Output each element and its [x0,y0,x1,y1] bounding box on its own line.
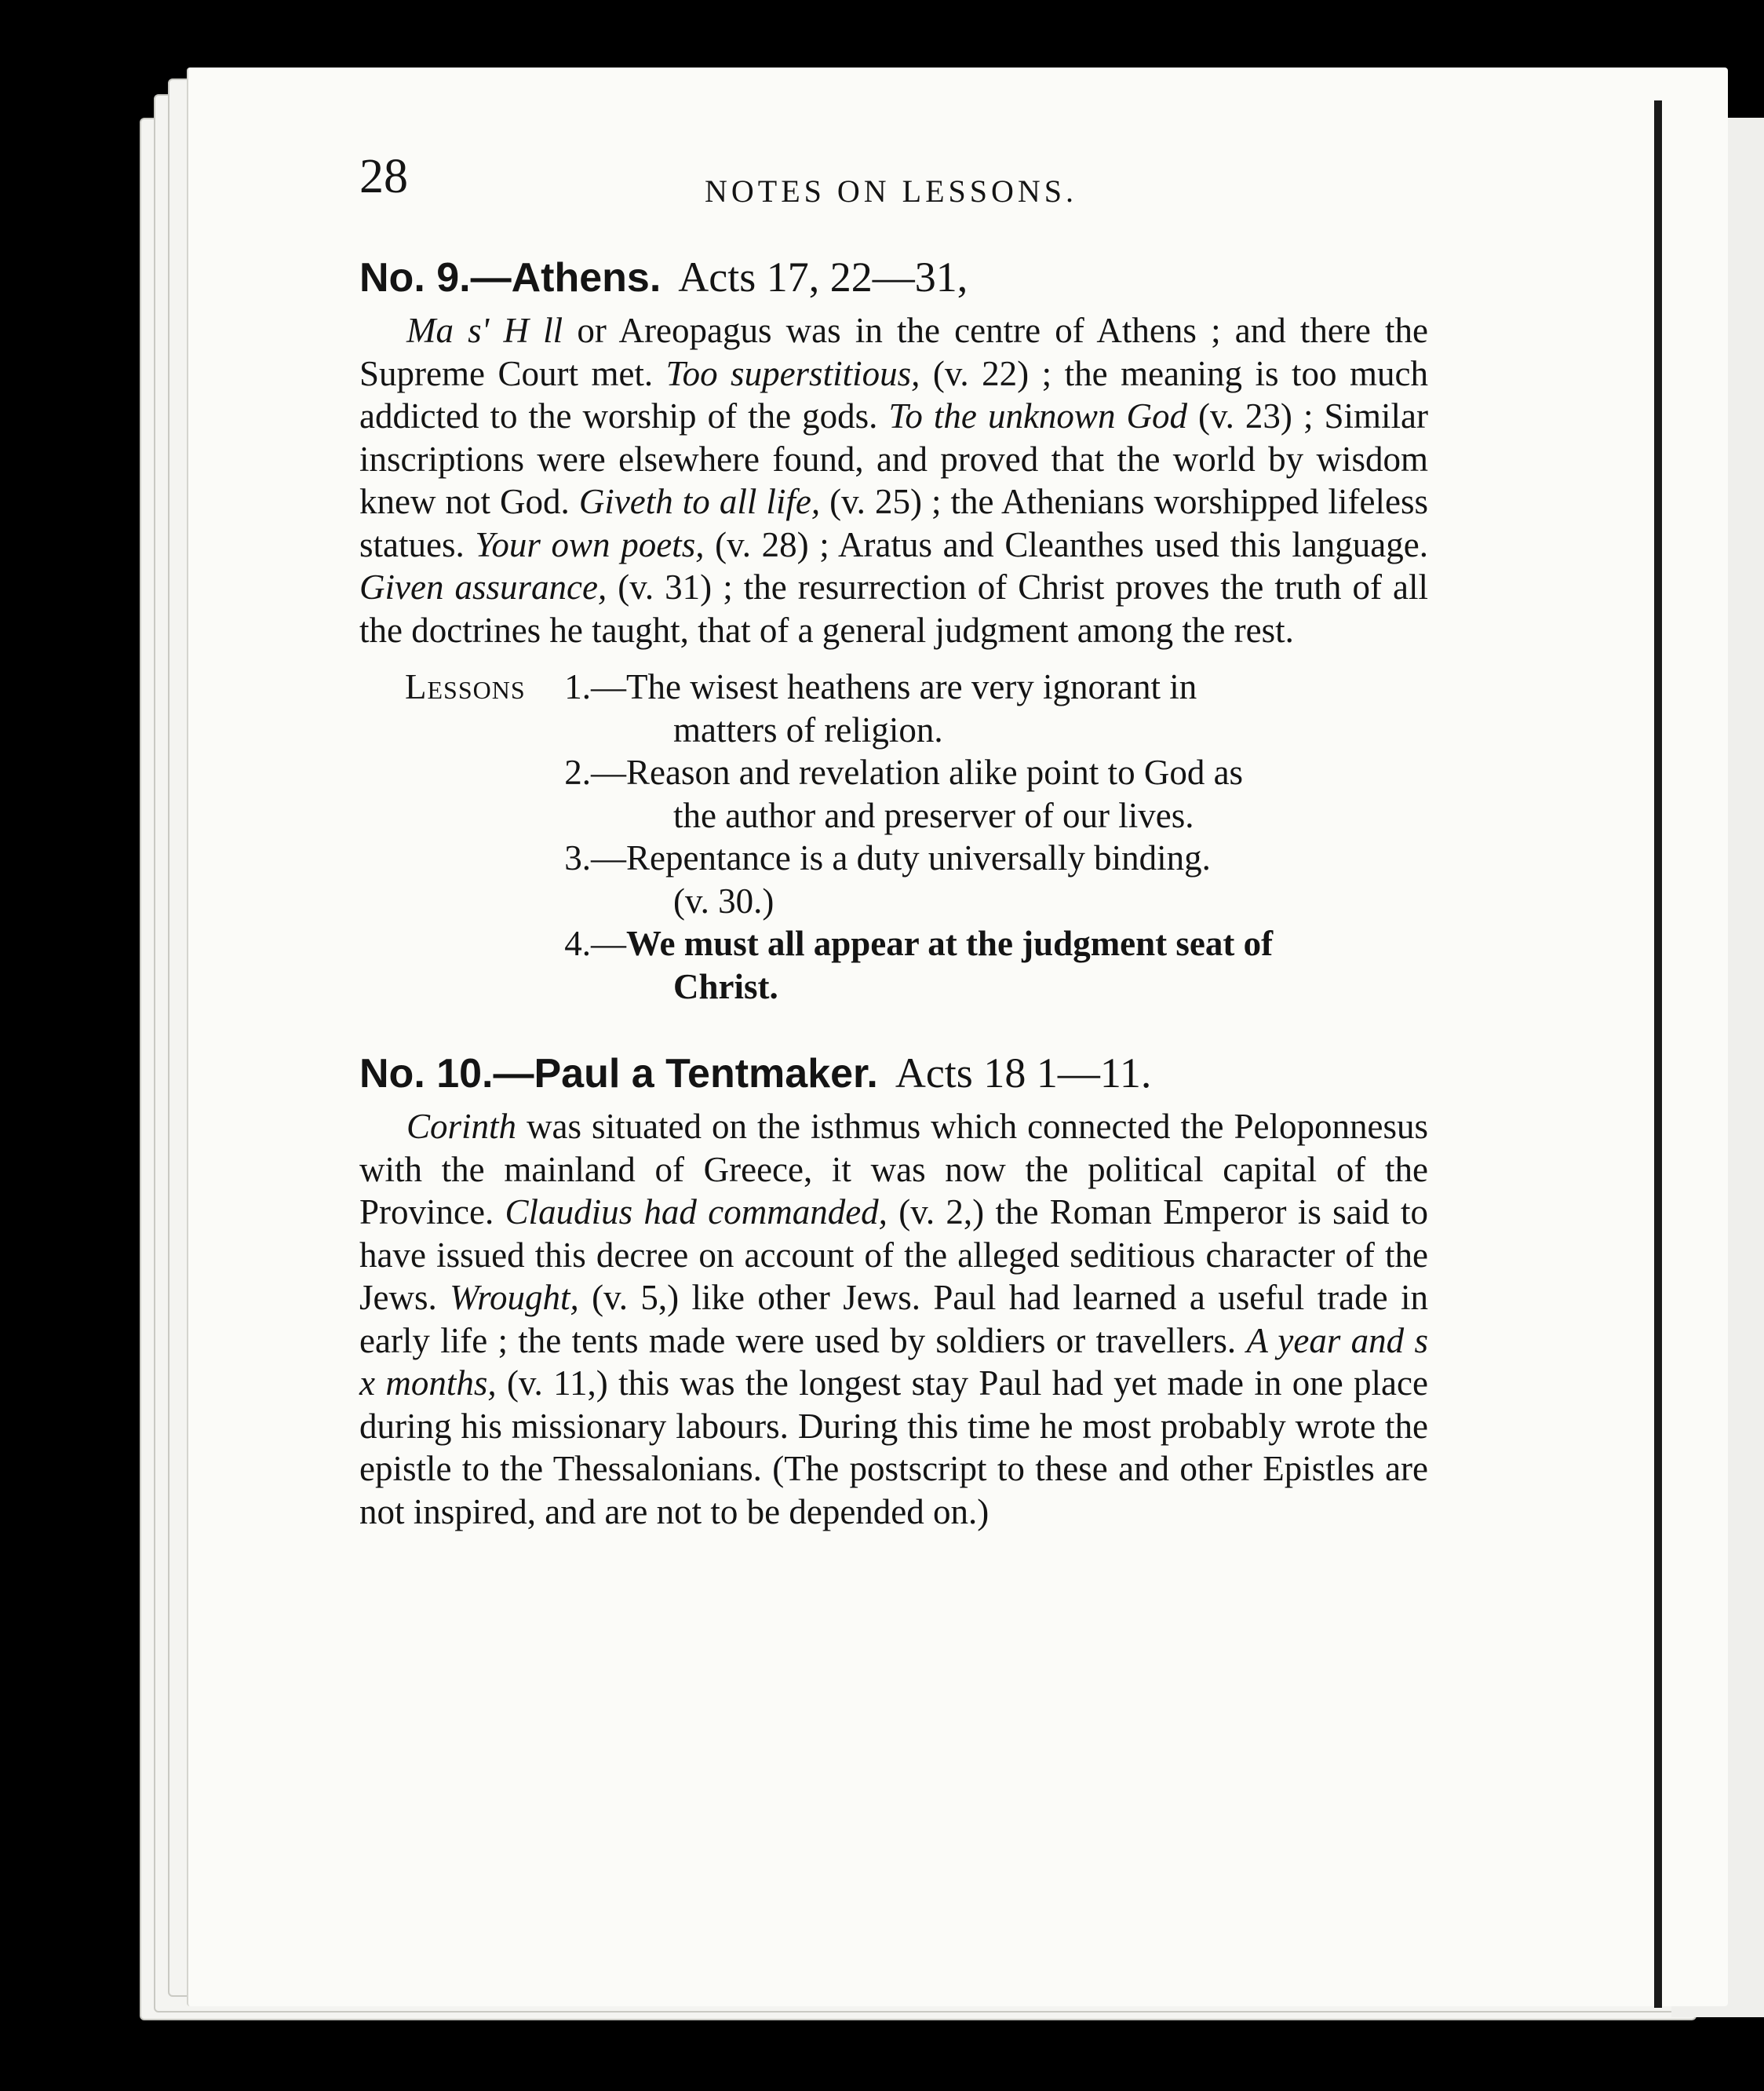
running-title: NOTES ON LESSONS. [705,173,1078,209]
italic-phrase: Too superstitious, [665,353,920,393]
lesson-item-first-line: Repentance is a duty universally binding. [626,838,1211,878]
lesson-item-number: 1.— [564,667,626,706]
lesson-item-text [626,837,1428,922]
italic-phrase: Wrought, [450,1278,579,1317]
lesson-10-heading [359,1049,1428,1097]
lesson-item-text [626,751,1428,837]
lesson-10-reference: Acts 18 1—11. [895,1049,1152,1097]
lesson-item-continuation: Christ. [673,966,778,1006]
italic-phrase: Ma s' H ll [406,311,563,350]
lesson-item-text [626,666,1428,751]
lesson-item-text [626,922,1428,1008]
text-run: (v. 23) ; Similar inscriptions were elsewhere found, and proved that the world by wisdom knew not God. [359,396,1429,521]
italic-phrase: Your own poets, [475,524,705,564]
italic-phrase: Given assurance, [359,567,607,607]
lesson-item [359,751,1428,837]
lesson-item [359,922,1428,1008]
page-number: 28 [359,150,408,203]
text-run: was situated on the isthmus which connected the Peloponnesus with the mainland of Greece, it was now the political capital of the Province. [359,1107,1428,1232]
text-run: (v. 2,) the Roman Emperor is said to have issued this decree on account of the alleged seditious character of the Jews. [359,1192,1429,1317]
text-run: or Areopagus was in the centre of Athens ; and there the Supreme Court met. [359,311,1429,393]
lesson-item-number: 2.— [564,753,626,792]
text-run: (v. 25) ; the Athenians worshipped lifeless statues. [359,482,1428,564]
lesson-10-notes [359,1105,1428,1533]
italic-phrase: Corinth [406,1107,517,1146]
lesson-item-number: 3.— [564,838,626,878]
lesson-item [359,666,1428,751]
lessons-label: Lessons [405,667,526,706]
lesson-9-lessons [359,666,1428,1008]
lesson-item-continuation: the author and preserver of our lives. [673,795,1194,835]
text-run: (v. 22) ; the meaning is too much addicted to the worship of the gods. [359,353,1428,436]
lesson-10-number: No. 10.—Paul a Tentmaker. [359,1051,878,1097]
running-head [359,149,1428,212]
lesson-item-first-line: Reason and revelation alike point to God as [626,753,1244,792]
lesson-item-number: 4.— [564,924,626,963]
italic-phrase: To the unknown God [888,396,1187,436]
lesson-item-first-line: We must all appear at the judgment seat of [626,924,1274,963]
text-run: (v. 11,) this was the longest stay Paul had yet made in one place during his missionary labours. During this time he most probably wrote the epistle to the Thessalonians. (The postscript to these and other Epistles are not inspired, and are not to be depended on.) [359,1363,1428,1531]
italic-phrase: A year and s x months, [359,1320,1428,1403]
lesson-9-reference: Acts 17, 22—31, [678,254,968,301]
page-content [359,149,1428,1533]
text-run: (v. 5,) like other Jews. Paul had learned a useful trade in early life ; the tents made were used by soldiers or travellers. [359,1278,1428,1360]
lesson-item-continuation: matters of religion. [673,710,943,750]
text-run: (v. 28) ; Aratus and Cleanthes used this language. [704,524,1428,564]
lesson-9-heading [359,253,1428,301]
lesson-item-continuation: (v. 30.) [673,881,774,921]
page-gutter [1654,100,1662,2008]
lesson-item [359,837,1428,922]
lesson-item-first-line: The wisest heathens are very ignorant in [626,667,1197,706]
italic-phrase: Giveth to all life, [578,482,821,521]
lesson-9-notes [359,309,1428,651]
italic-phrase: Claudius had commanded, [505,1192,887,1232]
lesson-9-number: No. 9.—Athens. [359,255,662,301]
text-run: (v. 31) ; the resurrection of Christ proves the truth of all the doctrines he taught, that of a general judgment among the rest. [359,567,1428,650]
